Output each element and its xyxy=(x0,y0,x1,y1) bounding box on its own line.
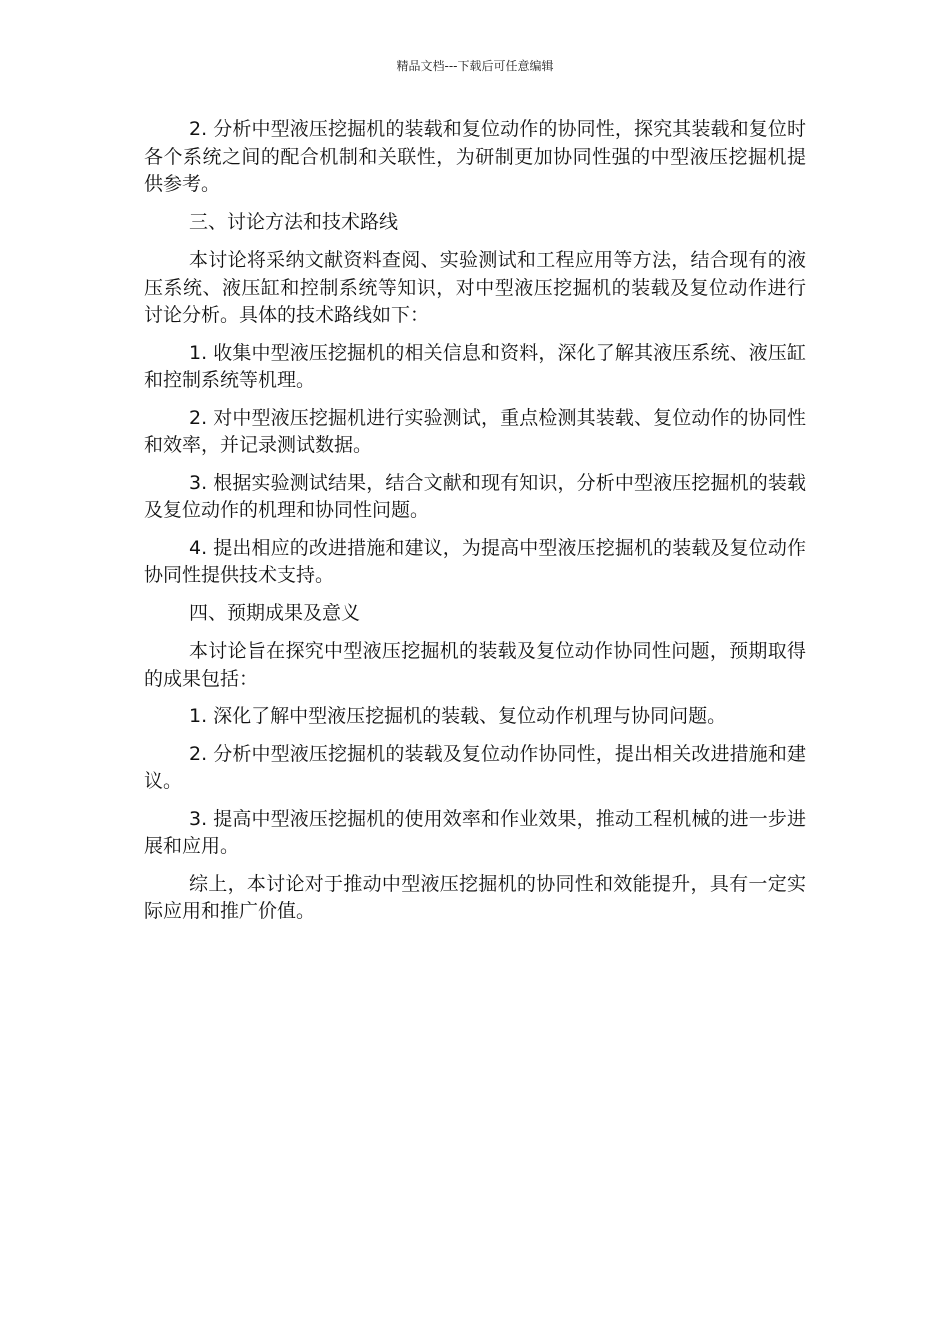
section-heading-methods: 三、讨论方法和技术路线 xyxy=(189,210,399,233)
conclusion-paragraph: 综上，本讨论对于推动中型液压挖掘机的协同性和效能提升，具有一定实际应用和推广价值。 xyxy=(144,872,806,922)
list-item-outcome-analysis: 2. 分析中型液压挖掘机的装载及复位动作协同性，提出相关改进措施和建议。 xyxy=(144,742,806,792)
page-header: 精品文档---下载后可任意编辑 xyxy=(396,59,554,73)
list-item-outcome-understanding: 1. 深化了解中型液压挖掘机的装载、复位动作机理与协同问题。 xyxy=(189,705,727,727)
methods-intro-paragraph: 本讨论将采纳文献资料查阅、实验测试和工程应用等方法，结合现有的液压系统、液压缸和控制系统等知识，对中型液压挖掘机的装载及复位动作进行讨论分析。具体的技术路线如下： xyxy=(144,249,806,326)
document-body xyxy=(144,116,806,936)
list-item-analyze-coordination: 2. 分析中型液压挖掘机的装载和复位动作的协同性，探究其装载和复位时各个系统之间的配合机制和关联性，为研制更加协同性强的中型液压挖掘机提供参考。 xyxy=(144,118,806,195)
list-item-collect-info: 1. 收集中型液压挖掘机的相关信息和资料，深化了解其液压系统、液压缸和控制系统等机理。 xyxy=(144,341,806,391)
list-item-improvement: 4. 提出相应的改进措施和建议，为提高中型液压挖掘机的装载及复位动作协同性提供技术支持。 xyxy=(144,536,806,586)
list-item-outcome-efficiency: 3. 提高中型液压挖掘机的使用效率和作业效果，推动工程机械的进一步进展和应用。 xyxy=(144,807,806,857)
section-heading-outcomes: 四、预期成果及意义 xyxy=(189,601,361,624)
outcomes-intro-paragraph: 本讨论旨在探究中型液压挖掘机的装载及复位动作协同性问题，预期取得的成果包括： xyxy=(144,640,806,690)
list-item-analyze-results: 3. 根据实验测试结果，结合文献和现有知识，分析中型液压挖掘机的装载及复位动作的机理和协同性问题。 xyxy=(144,471,806,521)
list-item-experimental-test: 2. 对中型液压挖掘机进行实验测试，重点检测其装载、复位动作的协同性和效率，并记录测试数据。 xyxy=(144,406,806,456)
